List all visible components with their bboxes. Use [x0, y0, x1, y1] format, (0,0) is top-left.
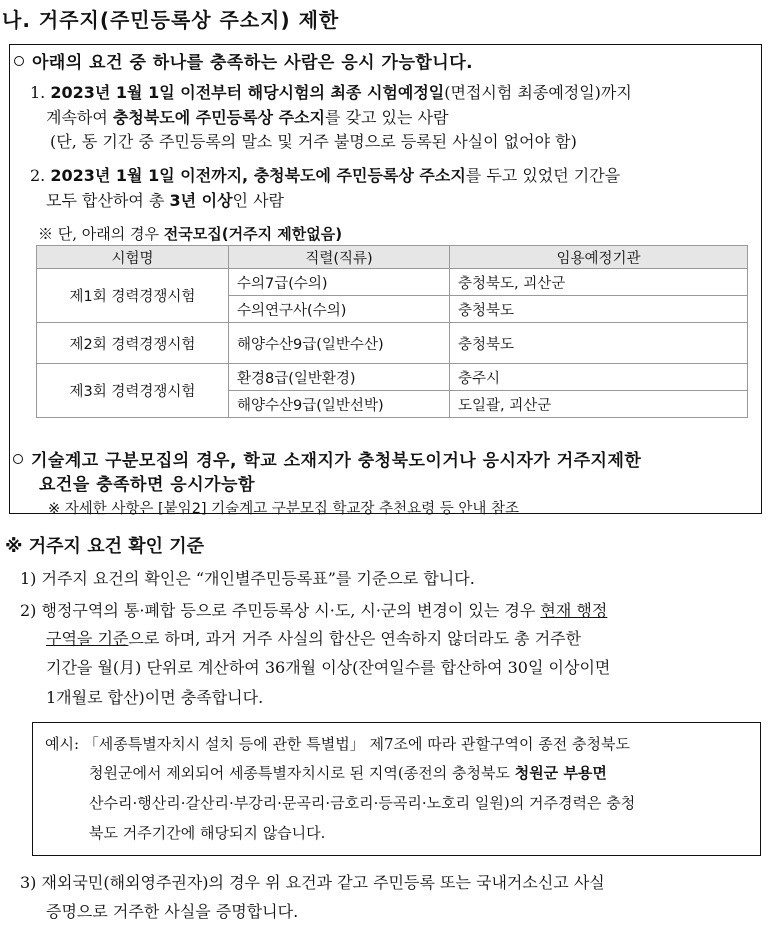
p2-underline1: 현재 행정 — [540, 601, 608, 620]
example-box — [32, 722, 761, 856]
org-cell: 충청북도, 괴산군 — [450, 269, 748, 296]
example-line3: 산수리·행산리·갈산리·부강리·문곡리·금호리·등곡리·노호리 일원)의 거주경력은 충청 — [89, 794, 636, 812]
p2-line2-rest: 으로 하며, 과거 거주 사실의 합산은 연속하지 않더라도 총 거주한 — [128, 629, 582, 648]
item1-line2-rest: 를 갖고 있는 사람 — [325, 108, 449, 127]
note-bold: 전국모집(거주지 제한없음) — [163, 225, 343, 243]
example-line4: 북도 거주기간에 해당되지 않습니다. — [89, 824, 326, 842]
criteria-p2-line3: 기간을 월(月) 단위로 계산하여 36개월 이상(잔여일수를 합산하여 30일 이상이면 — [46, 658, 611, 677]
criteria-p1: 1) 거주지 요건의 확인은 “개인별주민등록표”를 기준으로 합니다. — [20, 569, 475, 588]
table-row — [37, 323, 748, 364]
example-line2 — [89, 762, 607, 783]
item2-number: 2. — [30, 166, 46, 185]
criteria-p2-line1 — [20, 598, 607, 621]
job-cell: 환경8급(일반환경) — [229, 364, 450, 391]
heading-text: 아래의 요건 중 하나를 충족하는 사람은 응시 가능합니다. — [32, 53, 474, 73]
item1-number: 1. — [30, 83, 46, 102]
criteria-p3-line2: 증명으로 거주한 사실을 증명합니다. — [46, 902, 299, 921]
item2-bold: 2023년 1월 1일 이전까지, 충청북도에 주민등록상 주소지 — [50, 166, 466, 185]
item2-line1 — [30, 163, 620, 186]
criteria-p2-line2 — [46, 626, 581, 649]
circle-bullet-icon — [14, 56, 24, 66]
ex2-pre: 청원군에서 제외되어 세종특별자치시로 된 지역(종전의 충청북도 — [89, 764, 515, 782]
job-cell: 해양수산9급(일반수산) — [229, 323, 450, 364]
exam-table — [36, 245, 748, 418]
tech-school-line2: 요건을 충족하면 응시가능함 — [39, 475, 255, 495]
header-exam: 시험명 — [37, 246, 229, 269]
tech-school-line1 — [13, 446, 641, 471]
table-row — [37, 269, 748, 296]
p2-underline2: 구역을 기준 — [46, 629, 129, 648]
item2-line2-bold: 3년 이상 — [169, 191, 233, 210]
requirements-heading — [14, 48, 473, 73]
header-job: 직렬(직류) — [229, 246, 450, 269]
note-pre: ※ 단, 아래의 경우 — [38, 225, 164, 243]
ex2-bold: 청원군 부용면 — [514, 764, 607, 782]
org-cell: 도일괄, 괴산군 — [450, 391, 748, 418]
job-cell: 해양수산9급(일반선박) — [229, 391, 450, 418]
criteria-heading: ※ 거주지 요건 확인 기준 — [5, 536, 205, 557]
item1-bold: 2023년 1월 1일 이전부터 해당시험의 최종 시험예정일 — [50, 83, 445, 102]
nationwide-note — [38, 223, 342, 244]
job-cell: 수의연구사(수의) — [229, 296, 450, 323]
tech-line1-text: 기술계고 구분모집의 경우, 학교 소재지가 충청북도이거나 응시자가 거주지제한 — [31, 451, 642, 471]
job-cell: 수의7급(수의) — [229, 269, 450, 296]
item1-line3: (단, 동 기간 중 주민등록의 말소 및 거주 불명으로 등록된 사실이 없어야 함) — [50, 132, 577, 151]
item2-line2-rest: 인 사람 — [232, 191, 284, 210]
example-line1: 예시: 「세종특별자치시 설치 등에 관한 특별법」 제7조에 따라 관할구역이 종전 충청북도 — [45, 735, 630, 753]
item2-line2-pre: 모두 합산하여 총 — [46, 191, 170, 210]
criteria-p2-line4: 1개월로 합산)이면 충족합니다. — [46, 688, 264, 707]
item2-line2 — [46, 188, 284, 211]
p2-pre: 2) 행정구역의 통·폐합 등으로 주민등록상 시·도, 시·군의 변경이 있는 경우 — [20, 601, 541, 620]
table-row — [37, 364, 748, 391]
exam-cell: 제3회 경력경쟁시험 — [37, 364, 229, 418]
org-cell: 충청북도 — [450, 296, 748, 323]
circle-bullet-icon — [13, 454, 23, 464]
org-cell: 충청북도 — [450, 323, 748, 364]
table-header-row — [37, 246, 748, 269]
item1-line1 — [30, 80, 632, 103]
header-org: 임용예정기관 — [450, 246, 748, 269]
item1-line2-bold: 충청북도에 주민등록상 주소지 — [112, 108, 325, 127]
section-title: 나. 거주지(주민등록상 주소지) 제한 — [2, 8, 340, 32]
org-cell: 충주시 — [450, 364, 748, 391]
criteria-p3-line1: 3) 재외국민(해외영주권자)의 경우 위 요건과 같고 주민등록 또는 국내거소신고 사실 — [20, 873, 605, 892]
item1-rest: (면접시험 최종예정일)까지 — [444, 83, 632, 102]
exam-cell: 제1회 경력경쟁시험 — [37, 269, 229, 323]
item2-rest: 를 두고 있었던 기간을 — [465, 166, 621, 185]
item1-line2-pre: 계속하여 — [46, 108, 113, 127]
tech-school-note: ※ 자세한 사항은 [붙임2] 기술계고 구분모집 학교장 추천요령 등 안내 참조 — [48, 501, 519, 517]
item1-line2 — [46, 105, 448, 128]
exam-cell: 제2회 경력경쟁시험 — [37, 323, 229, 364]
